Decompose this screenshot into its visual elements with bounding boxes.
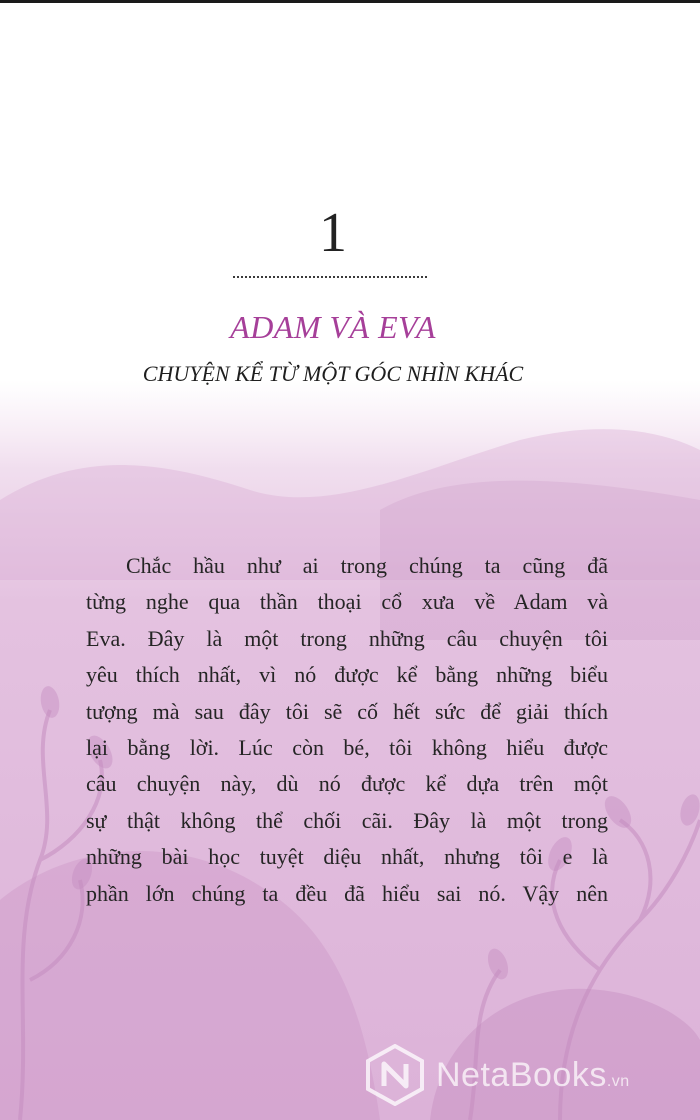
watermark-suffix: .vn: [606, 1073, 630, 1090]
body-line: sự thật không thể chối cãi. Đây là một trong: [86, 807, 608, 833]
body-line: lại bằng lời. Lúc còn bé, tôi không hiểu được: [86, 734, 608, 760]
body-line: phần lớn chúng ta đều đã hiểu sai nó. Vậy nên: [86, 880, 608, 906]
body-line: câu chuyện này, dù nó được kể dựa trên một: [86, 771, 608, 797]
chapter-title: ADAM VÀ EVA: [230, 309, 436, 345]
chapter-number: 1: [319, 202, 347, 264]
body-line: những bài học tuyệt diệu nhất, nhưng tôi e là: [86, 844, 608, 870]
body-paragraph: [86, 548, 608, 912]
body-line: Eva. Đây là một trong những câu chuyện tôi: [86, 625, 608, 651]
body-line: từng nghe qua thần thoại cổ xưa về Adam và: [86, 589, 608, 615]
body-line: yêu thích nhất, vì nó được kể bằng những biểu: [86, 662, 608, 688]
top-border-rule: [0, 0, 700, 3]
netabooks-logo-icon: [364, 1044, 426, 1106]
chapter-subtitle: CHUYỆN KỂ TỪ MỘT GÓC NHÌN KHÁC: [142, 361, 524, 386]
watermark-text: [436, 1056, 630, 1095]
watermark-brand: NetaBooks: [436, 1056, 607, 1094]
netabooks-watermark: [362, 1042, 692, 1108]
body-line: tượng mà sau đây tôi sẽ cố hết sức để giải thích: [86, 698, 608, 724]
title-divider: [233, 276, 427, 278]
body-line: Chắc hầu như ai trong chúng ta cũng đã: [126, 553, 608, 578]
